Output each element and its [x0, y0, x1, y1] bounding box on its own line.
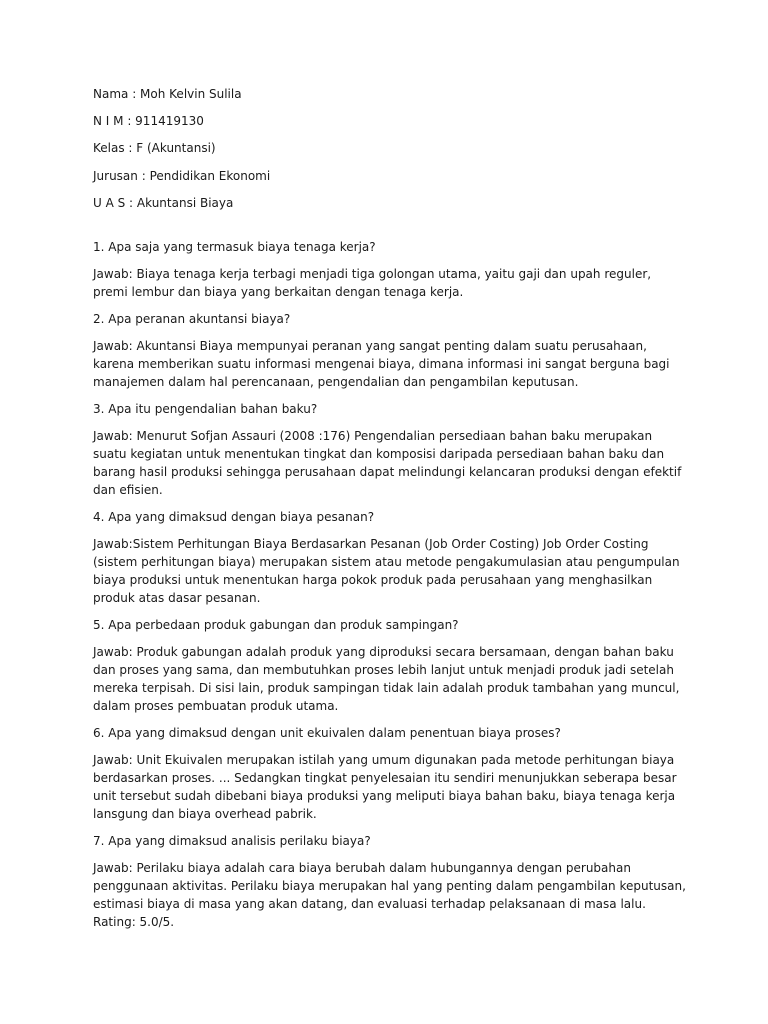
question-text: 5. Apa perbedaan produk gabungan dan produk sampingan?: [93, 617, 459, 632]
student-name: Nama : Moh Kelvin Sulila: [93, 87, 242, 101]
student-department: Jurusan : Pendidikan Ekonomi: [93, 168, 271, 183]
question-text: 2. Apa peranan akuntansi biaya?: [93, 311, 291, 326]
answer-text: Jawab: Menurut Sofjan Assauri (2008 :176) Pengendalian persediaan bahan baku merupakan suatu kegiatan untuk menentukan tingkat dan komposisi daripada persediaan bahan baku dan barang hasil produksi sehingga perusahaan dapat melindungi kelancaran produksi dengan efektif dan efisien.: [93, 428, 682, 497]
qa-item: [93, 400, 688, 499]
qa-item: [93, 724, 688, 823]
question-text: 4. Apa yang dimaksud dengan biaya pesanan?: [93, 509, 375, 524]
answer-text: Jawab: Biaya tenaga kerja terbagi menjadi tiga golongan utama, yaitu gaji dan upah reguler, premi lembur dan biaya yang berkaitan dengan tenaga kerja.: [93, 266, 652, 299]
answer-text: Jawab: Unit Ekuivalen merupakan istilah yang umum digunakan pada metode perhitungan biaya berdasarkan proses. ... Sedangkan tingkat penyelesaian itu sendiri menunjukkan seberapa besar unit tersebut sudah dibebani biaya produksi yang meliputi biaya bahan baku, biaya tenaga kerja lansgung dan biaya overhead pabrik.: [93, 752, 677, 821]
exam-subject: U A S : Akuntansi Biaya: [93, 195, 234, 210]
answer-text: Jawab: Produk gabungan adalah produk yang diproduksi secara bersamaan, dengan bahan baku dan proses yang sama, dan membutuhkan proses lebih lanjut untuk menjadi produk jadi setelah mereka terpisah. Di sisi lain, produk sampingan tidak lain adalah produk tambahan yang muncul, dalam proses pembuatan produk utama.: [93, 644, 680, 713]
student-nim: N I M : 911419130: [93, 114, 204, 129]
question-text: 1. Apa saja yang termasuk biaya tenaga kerja?: [93, 239, 376, 254]
answer-text: Jawab:Sistem Perhitungan Biaya Berdasarkan Pesanan (Job Order Costing) Job Order Costing (sistem perhitungan biaya) merupakan sistem atau metode pengakumulasian atau pengumpulan biaya produksi untuk menentukan harga pokok produk pada perusahaan yang menghasilkan produk atas dasar pesanan.: [93, 536, 680, 605]
qa-item: [93, 238, 688, 301]
qa-item: [93, 832, 688, 931]
question-text: 6. Apa yang dimaksud dengan unit ekuivalen dalam penentuan biaya proses?: [93, 725, 561, 740]
qa-item: [93, 508, 688, 607]
answer-text: Jawab: Akuntansi Biaya mempunyai peranan yang sangat penting dalam suatu perusahaan, karena memberikan suatu informasi mengenai biaya, dimana informasi ini sangat berguna bagi manajemen dalam hal perencanaan, pengendalian dan pengambilan keputusan.: [93, 338, 670, 389]
student-class: Kelas : F (Akuntansi): [93, 141, 216, 156]
qa-item: [93, 616, 688, 715]
answer-text: Jawab: Perilaku biaya adalah cara biaya berubah dalam hubungannya dengan perubahan penggunaan aktivitas. Perilaku biaya merupakan hal yang penting dalam pengambilan keputusan, estimasi biaya di masa yang akan datang, dan evaluasi terhadap pelaksanaan di masa lalu. Rating: 5.0/5.: [93, 860, 686, 929]
question-text: 3. Apa itu pengendalian bahan baku?: [93, 401, 318, 416]
student-info: [93, 85, 688, 212]
qa-item: [93, 310, 688, 391]
question-text: 7. Apa yang dimaksud analisis perilaku biaya?: [93, 833, 371, 848]
